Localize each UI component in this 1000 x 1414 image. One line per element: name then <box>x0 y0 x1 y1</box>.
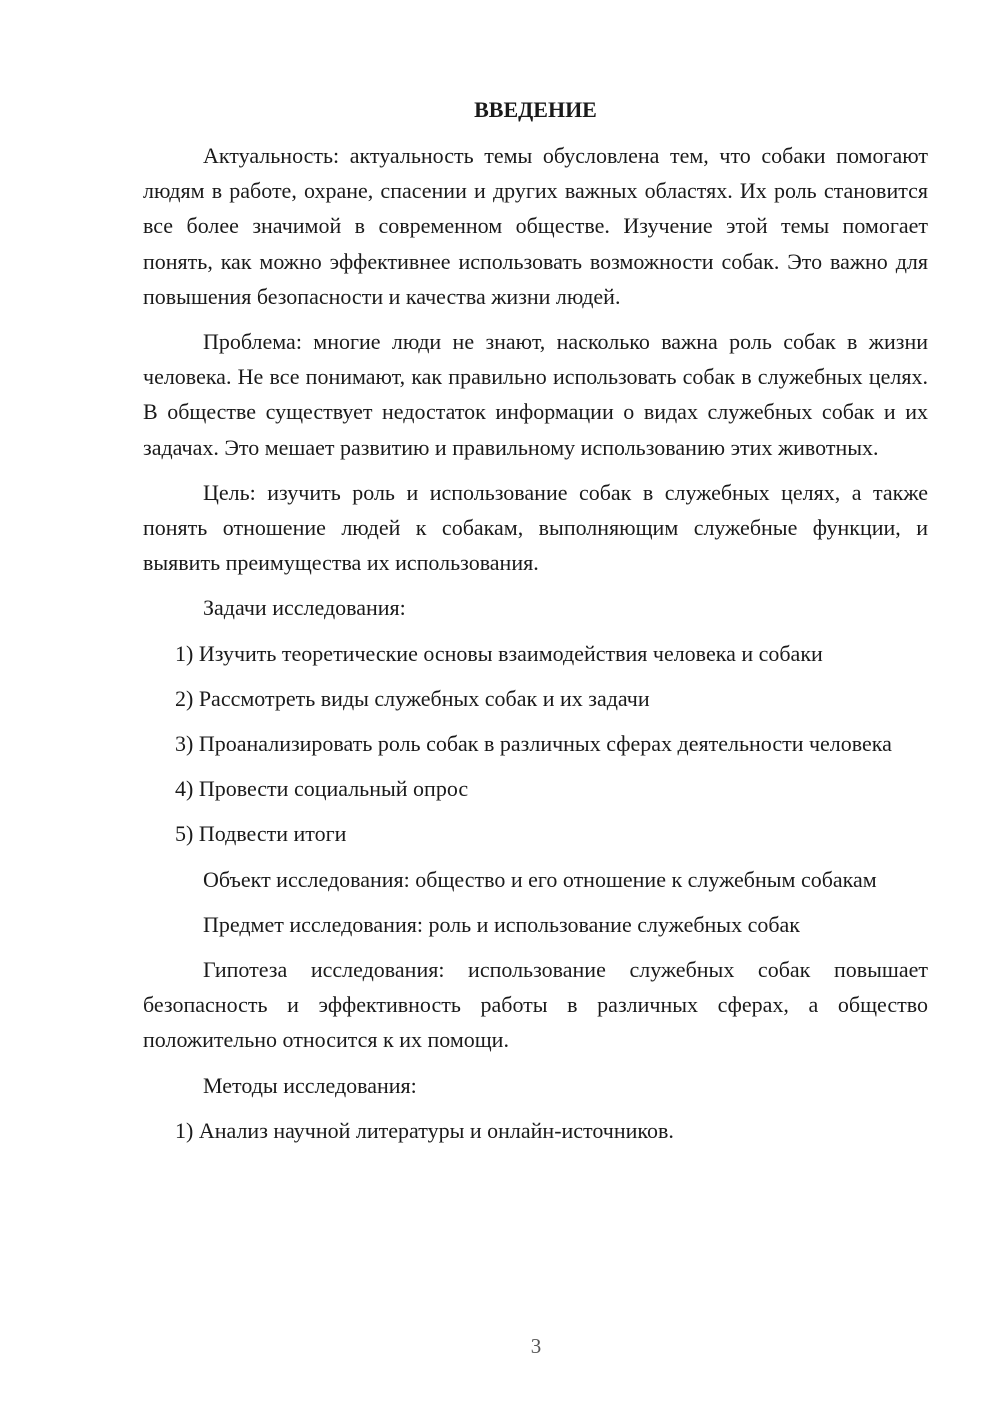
paragraph-tasks-title: Задачи исследования: <box>203 595 406 621</box>
task-item-1: 1) Изучить теоретические основы взаимодействия человека и собаки <box>175 640 823 666</box>
paragraph-object: Объект исследования: общество и его отношение к служебным собакам <box>203 866 877 892</box>
method-item-1: 1) Анализ научной литературы и онлайн-источников. <box>175 1117 674 1143</box>
paragraph-relevance: Актуальность: актуальность темы обусловлена тем, что собаки помогают людям в работе, охране, спасении и других важных областях. Их роль становится все более значимой в современном обществе. Изучение этой темы помогает понять, как можно эффективнее использовать возможности собак. Это важно для повышения безопасности и качества жизни людей. <box>143 143 928 309</box>
document-page <box>143 95 928 1158</box>
task-item-4: 4) Провести социальный опрос <box>175 776 469 802</box>
paragraph-methods-title: Методы исследования: <box>203 1072 417 1098</box>
paragraph-subject: Предмет исследования: роль и использование служебных собак <box>203 911 800 937</box>
task-item-2: 2) Рассмотреть виды служебных собак и их задачи <box>175 685 650 711</box>
paragraph-problem: Проблема: многие люди не знают, насколько важна роль собак в жизни человека. Не все понимают, как правильно использовать собак в служебных целях. В обществе существует недостаток информации о видах служебных собак и их задачах. Это мешает развитию и правильному использованию этих животных. <box>143 329 928 460</box>
page-number: 3 <box>530 1334 542 1358</box>
task-item-3: 3) Проанализировать роль собак в различных сферах деятельности человека <box>175 731 892 757</box>
task-item-5: 5) Подвести итоги <box>175 821 347 847</box>
section-heading: ВВЕДЕНИЕ <box>474 97 597 122</box>
paragraph-hypothesis: Гипотеза исследования: использование служебных собак повышает безопасность и эффективность работы в различных сферах, а общество положительно относится к их помощи. <box>143 957 928 1053</box>
paragraph-goal: Цель: изучить роль и использование собак в служебных целях, а также понять отношение людей к собакам, выполняющим служебные функции, и выявить преимущества их использования. <box>143 479 928 576</box>
